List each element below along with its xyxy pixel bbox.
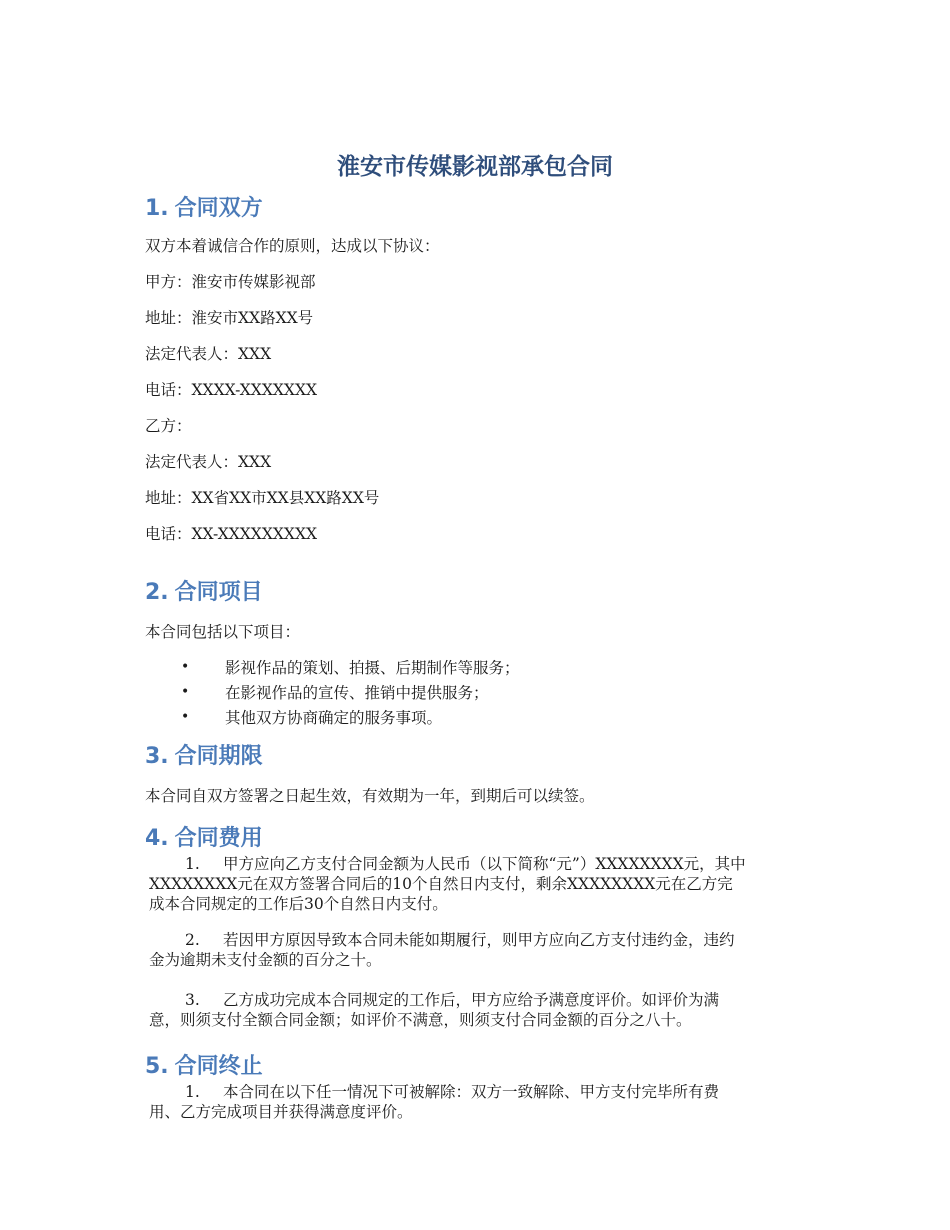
- bullet-icon: •: [181, 658, 190, 675]
- section-projects: [145, 576, 845, 740]
- intro-line: 双方本着诚信合作的原则，达成以下协议：: [145, 237, 440, 255]
- section-term: [145, 740, 845, 824]
- section-termination: [145, 1052, 845, 1122]
- party-a-address: 地址：淮安市XX路XX号: [145, 309, 314, 327]
- section-heading: 2. 合同项目: [145, 580, 263, 605]
- party-b-name: 乙方：: [145, 417, 192, 435]
- party-b-representative: 法定代表人：XXX: [145, 453, 272, 471]
- party-b-address: 地址：XX省XX市XX县XX路XX号: [145, 489, 380, 507]
- section-fees: [145, 824, 845, 1052]
- list-item: • 影视作品的策划、拍摄、后期制作等服务；: [145, 654, 845, 679]
- fee-item-2: 2. 若因甲方原因导致本合同未能如期履行，则甲方应向乙方支付违约金，违约 金为逾期未支付金额的百分之十。: [149, 931, 735, 969]
- section-heading: 4. 合同费用: [145, 826, 263, 851]
- party-b-phone: 电话：XX-XXXXXXXXX: [145, 525, 318, 543]
- document-title: 淮安市传媒影视部承包合同: [337, 154, 613, 180]
- section-parties: [145, 192, 845, 576]
- projects-list: [145, 654, 845, 729]
- party-a-name: 甲方：淮安市传媒影视部: [145, 273, 316, 291]
- document-body: [145, 192, 845, 1122]
- list-item: • 在影视作品的宣传、推销中提供服务；: [145, 679, 845, 704]
- termination-item-1: 1. 本合同在以下任一情况下可被解除：双方一致解除、甲方支付完毕所有费 用、乙方完成项目并获得满意度评价。: [149, 1083, 720, 1121]
- fee-item-3: 3. 乙方成功完成本合同规定的工作后，甲方应给予满意度评价。如评价为满 意，则须支付全额合同金额；如评价不满意，则须支付合同金额的百分之八十。: [149, 991, 720, 1029]
- list-item: • 其他双方协商确定的服务事项。: [145, 704, 845, 729]
- section-heading: 1. 合同双方: [145, 196, 263, 221]
- bullet-icon: •: [181, 683, 190, 700]
- section-heading: 5. 合同终止: [145, 1054, 263, 1079]
- projects-intro: 本合同包括以下项目：: [145, 623, 301, 641]
- term-text: 本合同自双方签署之日起生效，有效期为一年，到期后可以续签。: [145, 787, 595, 805]
- section-heading: 3. 合同期限: [145, 744, 263, 769]
- fee-item-1: 1. 甲方应向乙方支付合同金额为人民币（以下简称“元”）XXXXXXXX元，其中 XXXXXXXX元在双方签署合同后的10个自然日内支付，剩余XXXXXXXX元在乙方完 成本合同规定的工作后30个自然日内支付。: [149, 855, 746, 913]
- bullet-icon: •: [181, 708, 190, 725]
- party-a-representative: 法定代表人：XXX: [145, 345, 272, 363]
- party-a-phone: 电话：XXXX-XXXXXXX: [145, 381, 318, 399]
